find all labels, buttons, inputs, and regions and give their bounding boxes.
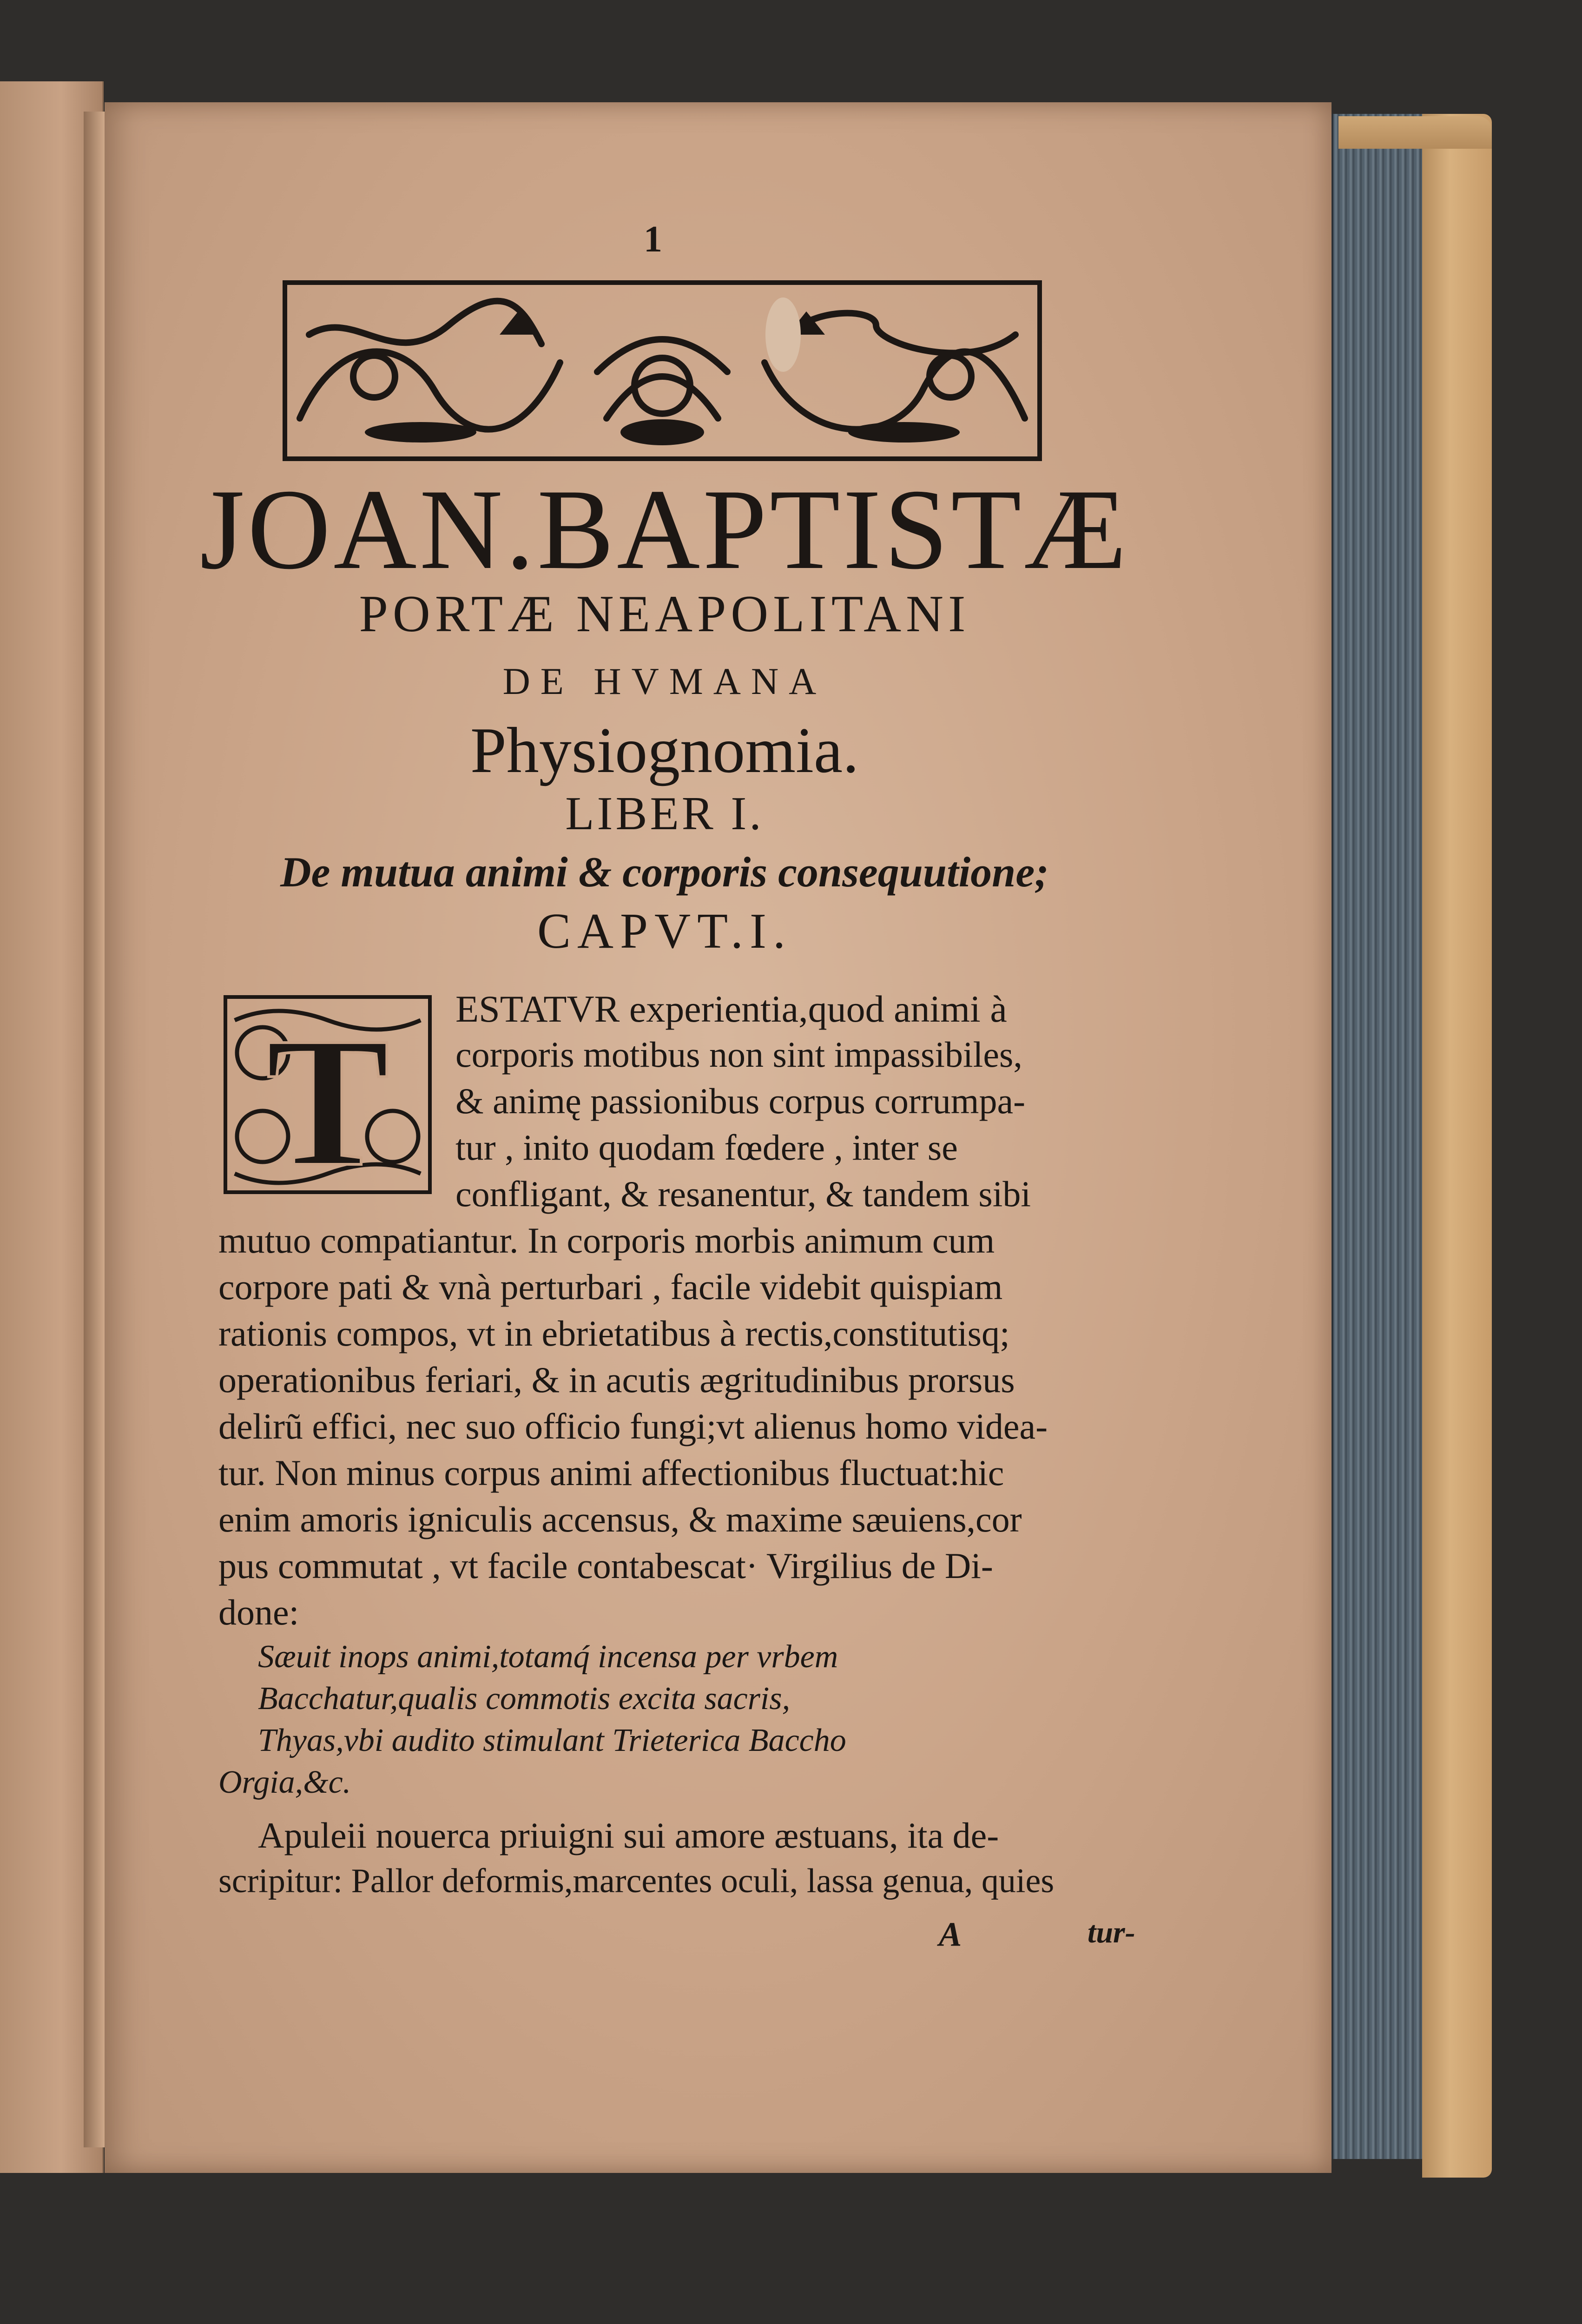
- book-cover-top: [1338, 116, 1492, 149]
- page-number: 1: [644, 219, 662, 260]
- verse-line: Orgia,&c.: [218, 1764, 351, 1800]
- decorated-initial: [221, 992, 435, 1197]
- verse-line: Bacchatur,qualis commotis excita sacris,: [258, 1681, 791, 1717]
- body-line: & animę passionibus corpus corrumpa-: [455, 1081, 1026, 1121]
- chapter-heading: CAPVT.I.: [537, 904, 792, 959]
- book-heading: LIBER I.: [565, 787, 764, 840]
- body-line: corporis motibus non sint impassibiles,: [455, 1034, 1022, 1075]
- title-de: DE HVMANA: [502, 660, 827, 702]
- catchword: tur-: [1088, 1915, 1135, 1949]
- body-line: scripitur: Pallor deformis,marcentes oculi, lassa genua, quies: [218, 1862, 1055, 1900]
- body-line: operationibus feriari, & in acutis ægritudinibus prorsus: [218, 1360, 1015, 1400]
- author-title: JOAN.BAPTISTÆ: [199, 465, 1130, 593]
- gutter-shadow: [84, 112, 105, 2147]
- signature-mark: A: [939, 1915, 962, 1954]
- initial-letter: T: [265, 999, 390, 1197]
- body-line: Apuleii nouerca priuigni sui amore æstuans, ita de-: [258, 1815, 999, 1855]
- body-line: delirũ effici, nec suo officio fungi;vt alienus homo videa-: [218, 1406, 1048, 1446]
- body-line: ESTATVR experientia,quod animi à: [455, 988, 1007, 1030]
- body-line: tur , inito quodam fœdere , inter se: [455, 1127, 958, 1168]
- body-line: tur. Non minus corpus animi affectionibus fluctuat:hic: [218, 1452, 1004, 1493]
- chapter-subtitle: De mutua animi & corporis consequutione;: [280, 848, 1049, 896]
- body-line: rationis compos, vt in ebrietatibus à rectis,constitutisq;: [218, 1313, 1010, 1353]
- book-cover: [1422, 114, 1492, 2178]
- work-title: Physiognomia.: [470, 714, 859, 786]
- verse-line: Sæuit inops animi,totamq́ incensa per vrbem: [258, 1639, 838, 1675]
- body-line: pus commutat , vt facile contabescat· Virgilius de Di-: [218, 1545, 993, 1586]
- body-line: enim amoris igniculis accensus, & maxime sæuiens,cor: [218, 1499, 1022, 1539]
- ornamental-headpiece: [281, 279, 1043, 462]
- verse-line: Thyas,vbi audito stimulant Trieterica Baccho: [258, 1723, 846, 1758]
- body-line: done:: [218, 1592, 299, 1632]
- body-line: confligant, & resanentur, & tandem sibi: [455, 1174, 1031, 1214]
- author-surname: PORTÆ NEAPOLITANI: [359, 585, 970, 643]
- body-line: corpore pati & vnà perturbari , facile videbit quispiam: [218, 1267, 1003, 1307]
- body-line: mutuo compatiantur. In corporis morbis animum cum: [218, 1220, 995, 1261]
